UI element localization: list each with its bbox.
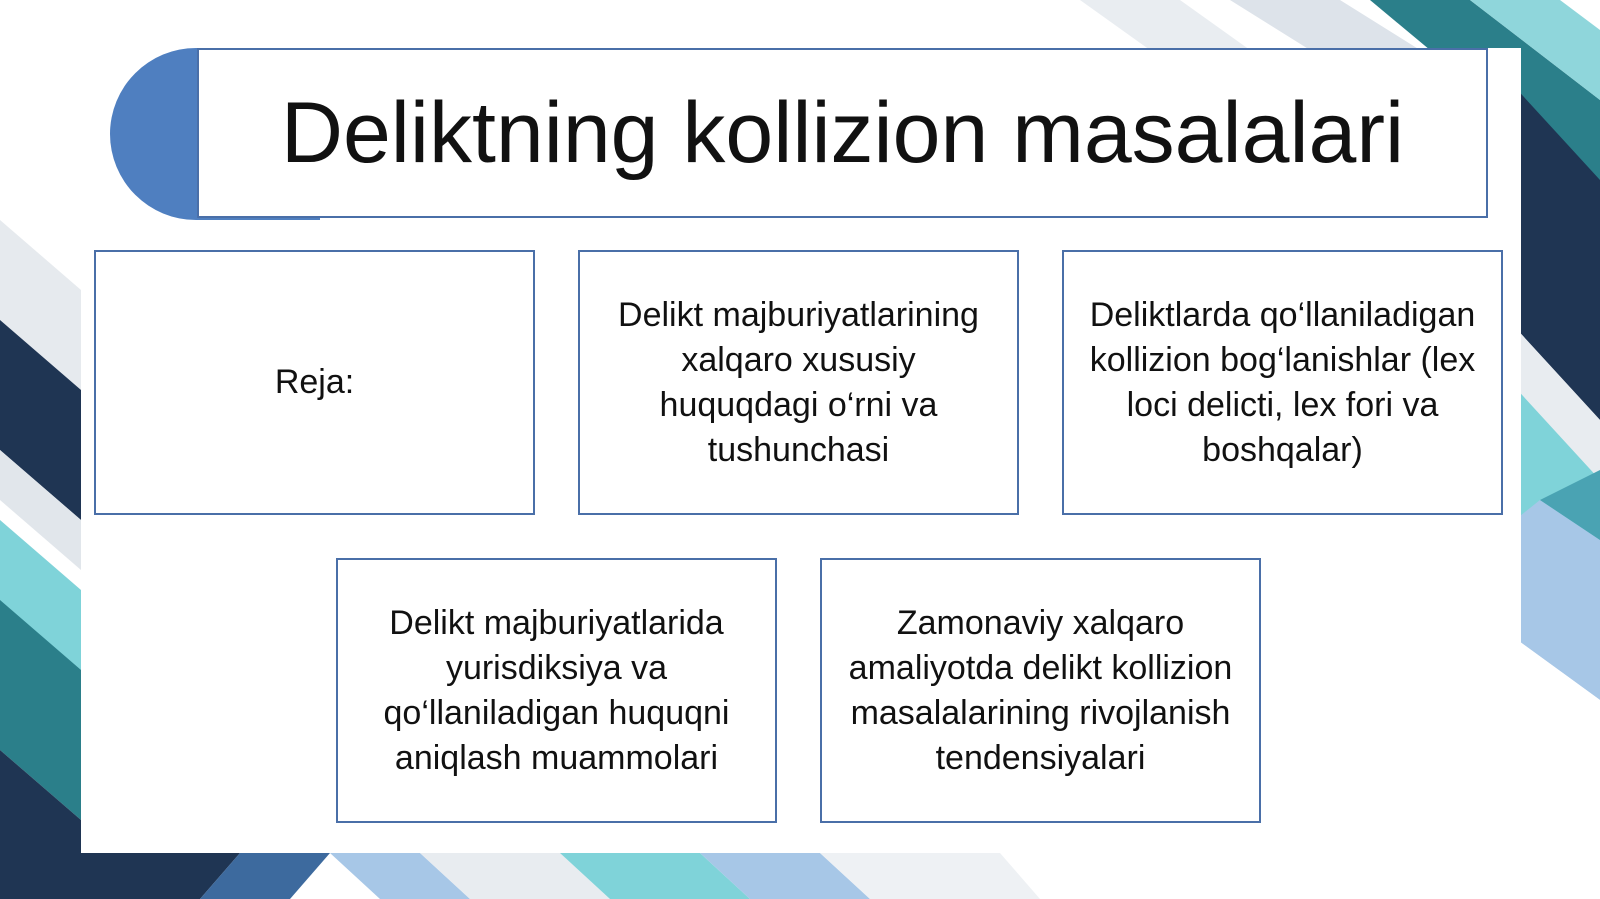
card-text: Delikt majburiyatlarining xalqaro xususiy huquqdagi o‘rni va tushunchasi bbox=[618, 295, 979, 469]
card-kollizion-boglanishlar[interactable] bbox=[1062, 250, 1503, 515]
card-text: Deliktlarda qo‘llaniladigan kollizion bog‘lanishlar (lex loci delicti, lex fori va boshqalar) bbox=[1089, 295, 1476, 469]
card-text: Reja: bbox=[274, 363, 355, 401]
page-title: Deliktning kollizion masalalari bbox=[280, 85, 1405, 181]
title-box bbox=[197, 48, 1488, 218]
card-delikt-tushunchasi[interactable] bbox=[578, 250, 1019, 515]
card-text: Delikt majburiyatlarida yurisdiksiya va qo‘llaniladigan huquqni aniqlash muammolari bbox=[383, 603, 730, 777]
card-yurisdiksiya[interactable] bbox=[336, 558, 777, 823]
card-reja[interactable] bbox=[94, 250, 535, 515]
card-rivojlanish-tendensiyalari[interactable] bbox=[820, 558, 1261, 823]
card-text: Zamonaviy xalqaro amaliyotda delikt kollizion masalalarining rivojlanish tendensiyalari bbox=[848, 603, 1233, 777]
